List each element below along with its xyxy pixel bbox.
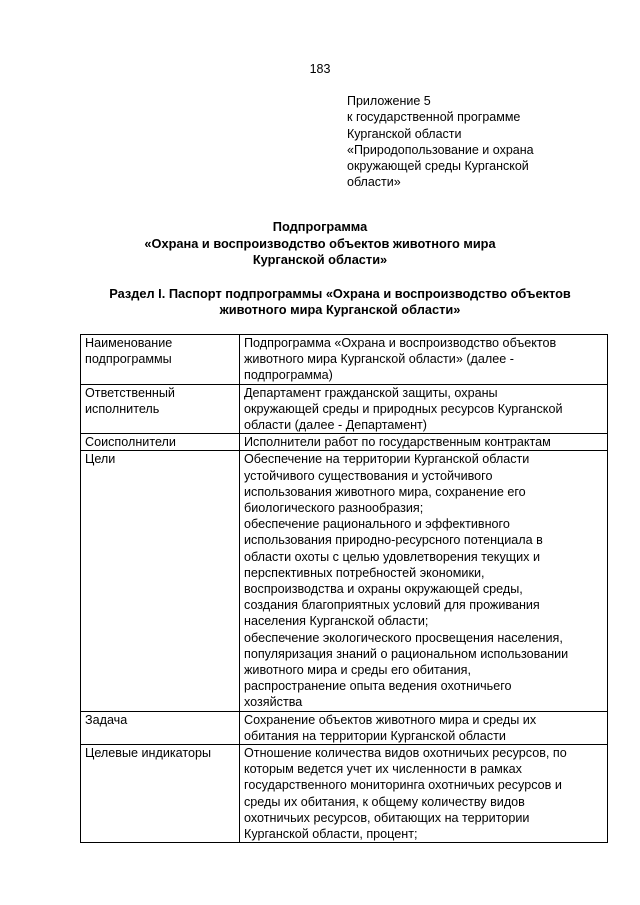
table-row (81, 335, 608, 385)
row-label-cell (81, 384, 240, 434)
row-value-line: создания благоприятных условий для проживания (244, 598, 540, 613)
row-label-line: Целевые индикаторы (85, 746, 212, 761)
row-value-line: распространение опыта ведения охотничьего (244, 679, 512, 694)
row-label-cell (81, 434, 240, 451)
row-value-cell (240, 335, 608, 385)
row-value-line: хозяйства (244, 695, 303, 710)
row-value-line: окружающей среды и природных ресурсов Курганской (244, 401, 563, 416)
row-value-line: Сохранение объектов животного мира и среды их (244, 712, 537, 727)
row-value-line: Отношение количества видов охотничьих ресурсов, по (244, 746, 567, 761)
row-value-cell (240, 384, 608, 434)
title-line: Подпрограмма (272, 219, 368, 234)
row-value-line: Подпрограмма «Охрана и воспроизводство объектов (244, 336, 557, 350)
table-row (81, 711, 608, 744)
row-value-line: животного мира Курганской области» (далее - (244, 352, 514, 367)
row-value-cell (240, 711, 608, 744)
appendix-line: области» (347, 175, 401, 190)
row-label-cell (81, 745, 240, 843)
passport-table (80, 334, 608, 843)
row-value-line: подпрограмма) (244, 368, 333, 383)
row-value-line: области охоты с целью удовлетворения текущих и (244, 549, 540, 564)
table-row (81, 451, 608, 711)
row-value-line: Исполнители работ по государственным контрактам (244, 435, 551, 450)
row-value-line: которым ведется учет их численности в рамках (244, 762, 522, 777)
appendix-line: «Природопользование и охрана (347, 142, 534, 157)
appendix-line: Курганской области (347, 126, 462, 141)
appendix-line: к государственной программе (347, 110, 521, 125)
table-row (81, 745, 608, 843)
section-heading (0, 286, 640, 318)
row-value-line: Курганской области, процент; (244, 827, 418, 842)
row-value-cell (240, 745, 608, 843)
row-value-line: обитания на территории Курганской области (244, 728, 506, 743)
subprogram-title (0, 219, 640, 269)
section-line: животного мира Курганской области» (219, 302, 461, 317)
row-value-cell (240, 451, 608, 711)
row-value-line: среды их обитания, к общему количеству видов (244, 794, 525, 809)
row-label-line: Соисполнители (85, 435, 176, 450)
row-value-cell (240, 434, 608, 451)
row-value-line: биологического разнообразия; (244, 501, 424, 516)
row-label-line: Цели (85, 452, 116, 467)
row-value-line: воспроизводства и охраны окружающей среды, (244, 582, 523, 597)
row-value-line: обеспечение рационального и эффективного (244, 517, 510, 532)
appendix-header (347, 93, 607, 191)
row-value-line: устойчивого существования и устойчивого (244, 468, 493, 483)
row-label-line: Ответственный (85, 385, 175, 400)
row-value-line: обеспечение экологического просвещения населения, (244, 630, 563, 645)
row-label-cell (81, 451, 240, 711)
row-label-line: Задача (85, 712, 128, 727)
row-value-line: государственного мониторинга охотничьих ресурсов и (244, 778, 562, 793)
appendix-line: Приложение 5 (347, 94, 431, 108)
row-label-line: исполнитель (85, 401, 160, 416)
title-line: Курганской области» (252, 252, 388, 267)
table-row (81, 384, 608, 434)
passport-table-body (81, 335, 608, 843)
title-line: «Охрана и воспроизводство объектов животного мира (144, 235, 496, 251)
row-label-cell (81, 711, 240, 744)
row-value-line: популяризация знаний о рациональном использовании (244, 646, 569, 661)
row-label-line: подпрограммы (85, 352, 172, 367)
table-row (81, 434, 608, 451)
row-value-line: Департамент гражданской защиты, охраны (244, 385, 498, 400)
row-value-line: перспективных потребностей экономики, (244, 565, 485, 580)
appendix-line: окружающей среды Курганской (347, 159, 529, 174)
row-value-line: использования природно-ресурсного потенциала в (244, 533, 543, 548)
page-number: 183 (309, 62, 331, 76)
row-value-line: животного мира и среды его обитания, (244, 663, 471, 678)
row-value-line: использования животного мира, сохранение его (244, 484, 526, 499)
row-value-line: Обеспечение на территории Курганской области (244, 452, 530, 467)
row-label-cell (81, 335, 240, 385)
row-value-line: области (далее - Департамент) (244, 418, 427, 433)
row-value-line: охотничьих ресурсов, обитающих на территории (244, 810, 530, 825)
section-line: Раздел I. Паспорт подпрограммы «Охрана и воспроизводство объектов (109, 286, 571, 301)
row-value-line: населения Курганской области; (244, 614, 429, 629)
row-label-line: Наименование (85, 336, 173, 350)
